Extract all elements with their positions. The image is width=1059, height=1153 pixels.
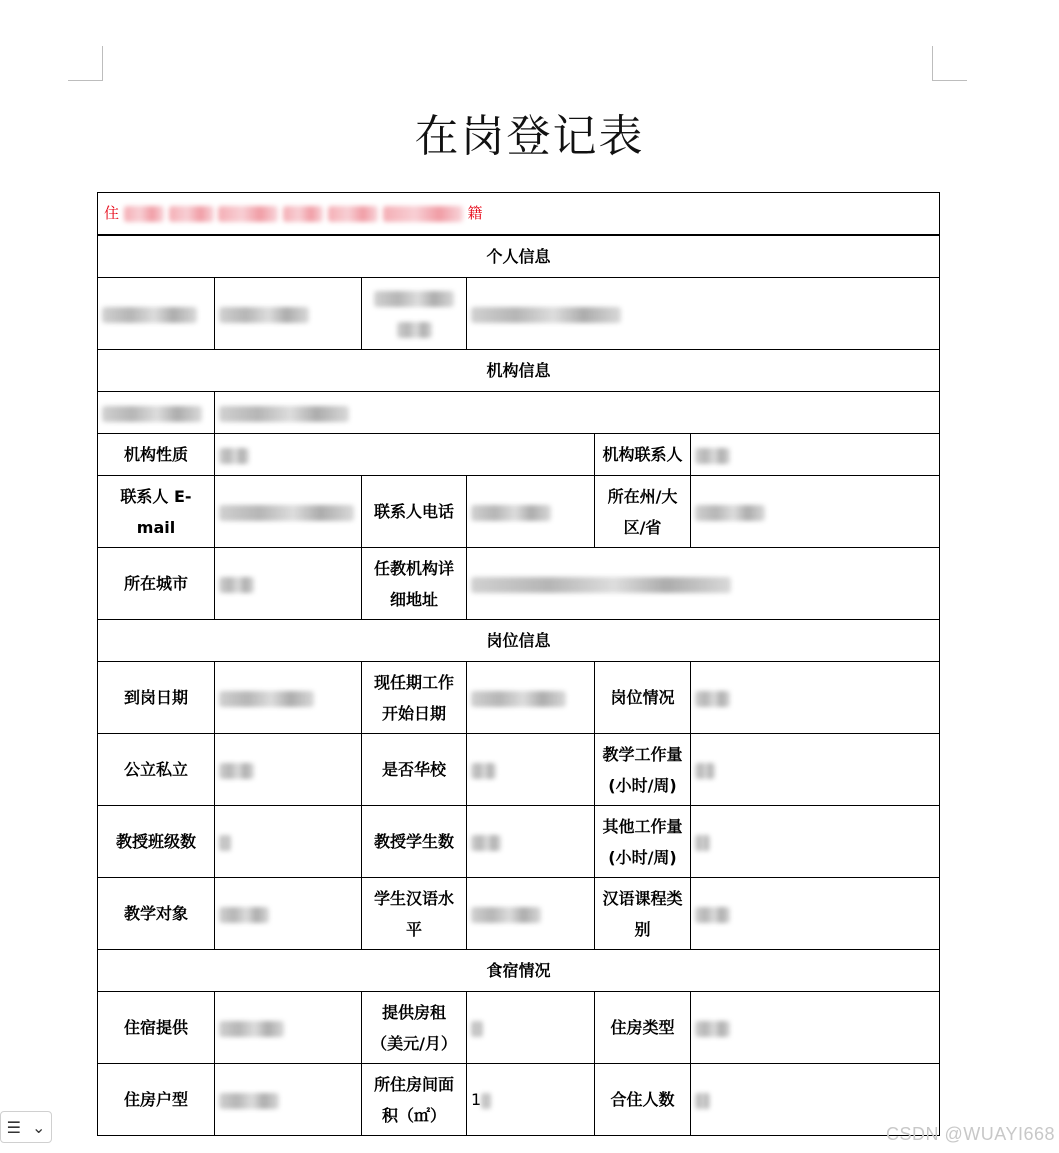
label-city: 所在城市 [98,548,215,620]
redacted-value [691,806,940,878]
redacted-value [215,392,940,434]
redacted-value [215,1064,362,1136]
label-lodging-provided: 住宿提供 [98,992,215,1064]
label-position-status: 岗位情况 [595,662,691,734]
crop-mark [932,80,967,81]
redacted-value [215,806,362,878]
redacted-value [467,734,595,806]
table-row [98,1064,940,1136]
table-row [98,992,940,1064]
redacted-value [691,734,940,806]
crop-mark [932,46,933,81]
label-inst-contact: 机构联系人 [595,434,691,476]
table-row [98,878,940,950]
redacted-value [215,662,362,734]
redacted-value [467,806,595,878]
section-lodging: 食宿情况 [98,950,940,992]
label-teaching-load: 教学工作量(小时/周) [595,734,691,806]
label-teaching-target: 教学对象 [98,878,215,950]
note-fragment: 籍 [467,204,483,222]
crop-mark [68,80,103,81]
label-rent-provided: 提供房租（美元/月） [362,992,467,1064]
label-term-start: 现任期工作开始日期 [362,662,467,734]
redacted-text [383,206,463,222]
chevron-down-icon: ⌄ [32,1117,46,1137]
redacted-value [215,878,362,950]
redacted-value [215,476,362,548]
redacted-value [467,278,940,350]
list-icon: ☰ [6,1117,21,1137]
label-housing-type: 住房类型 [595,992,691,1064]
table-row [98,278,940,350]
form-header-row [98,193,940,236]
redacted-value [691,476,940,548]
label-room-area: 所住房间面积（㎡） [362,1064,467,1136]
section-personal: 个人信息 [98,235,940,278]
note-fragment: 住 [104,204,120,222]
redacted-label [98,278,215,350]
table-row [98,476,940,548]
table-row [98,662,940,734]
redacted-label [98,392,215,434]
redacted-value [467,878,595,950]
redacted-value [215,434,595,476]
redacted-value [691,878,940,950]
redacted-value [467,662,595,734]
redacted-header-note [98,193,940,236]
table-row [98,806,940,878]
redacted-value [691,434,940,476]
registration-form [97,192,940,1136]
redacted-value [467,548,940,620]
redacted-text [328,206,378,222]
label-unit-layout: 住房户型 [98,1064,215,1136]
table-row [98,548,940,620]
label-student-count: 教授学生数 [362,806,467,878]
table-row [98,434,940,476]
redacted-label [362,278,467,350]
label-other-load: 其他工作量(小时/周) [595,806,691,878]
label-inst-nature: 机构性质 [98,434,215,476]
page-title: 在岗登记表 [414,111,645,162]
redacted-text [283,206,323,222]
label-arrival-date: 到岗日期 [98,662,215,734]
label-contact-phone: 联系人电话 [362,476,467,548]
section-position: 岗位信息 [98,620,940,662]
watermark: CSDN @WUAYI668 [886,1124,1055,1144]
redacted-value [215,734,362,806]
outline-toggle-button[interactable] [0,1111,52,1143]
label-contact-email: 联系人 E-mail [98,476,215,548]
label-class-count: 教授班级数 [98,806,215,878]
crop-mark [102,46,103,81]
redacted-value [691,992,940,1064]
label-is-chinese-school: 是否华校 [362,734,467,806]
label-student-level: 学生汉语水平 [362,878,467,950]
redacted-value [215,992,362,1064]
redacted-value [691,662,940,734]
redacted-text [124,206,164,222]
label-inst-address: 任教机构详细地址 [362,548,467,620]
redacted-text [169,206,214,222]
partial-value: 1 [467,1064,595,1136]
label-course-type: 汉语课程类别 [595,878,691,950]
redacted-text [218,206,278,222]
label-state-province: 所在州/大区/省 [595,476,691,548]
redacted-value [467,476,595,548]
redacted-value [215,548,362,620]
redacted-value [467,992,595,1064]
redacted-value [215,278,362,350]
table-row [98,734,940,806]
label-public-private: 公立私立 [98,734,215,806]
section-institution: 机构信息 [98,350,940,392]
table-row [98,392,940,434]
label-roommates: 合住人数 [595,1064,691,1136]
